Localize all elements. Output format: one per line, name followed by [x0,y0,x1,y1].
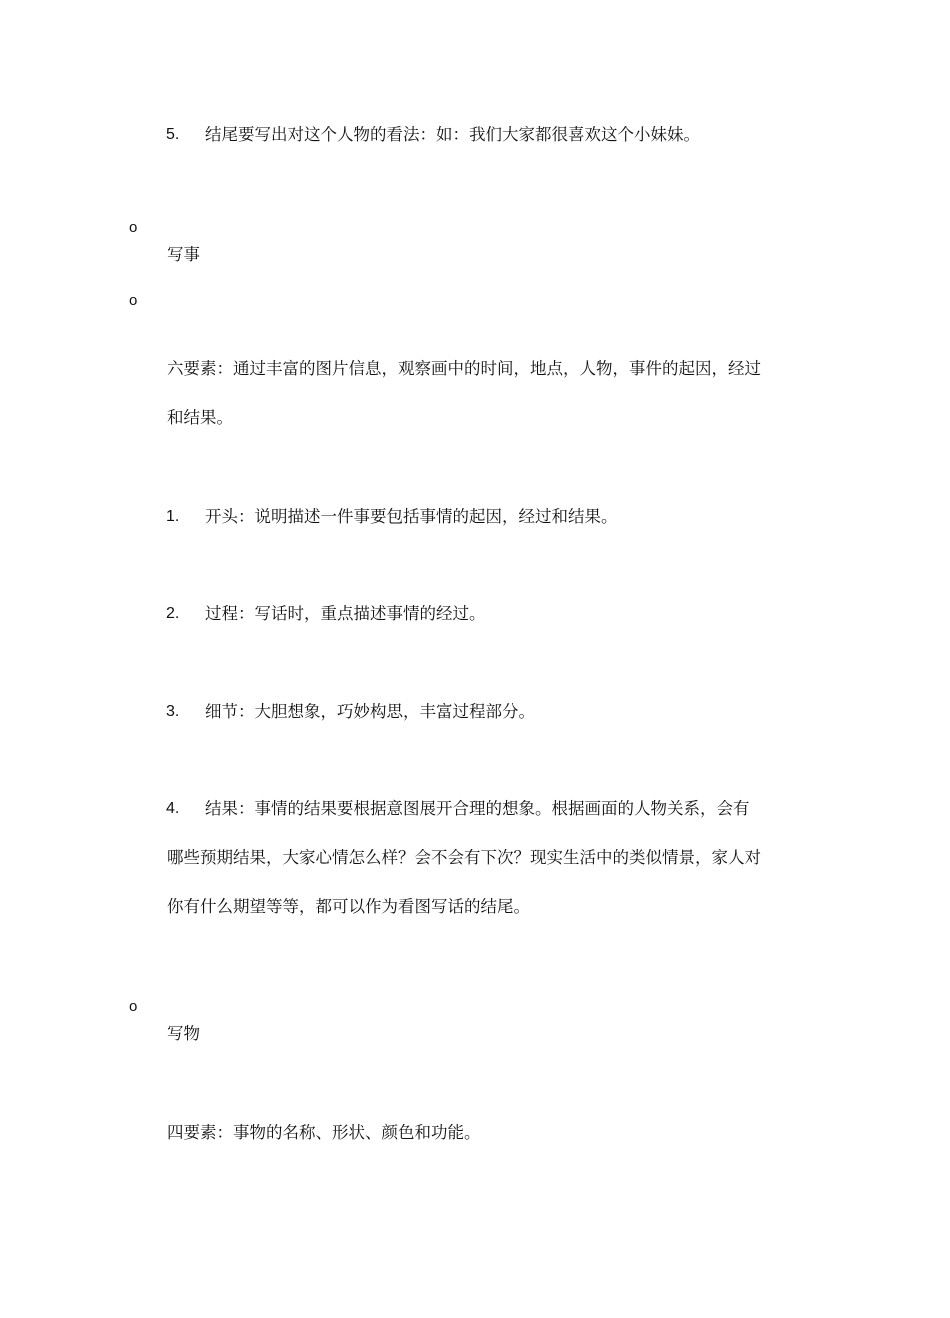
bullet-marker: o [129,292,138,309]
section-heading-object: 写物 [167,1024,200,1043]
six-elements-line-1: 六要素：通过丰富的图片信息，观察画中的时间，地点，人物，事件的起因，经过 [167,359,761,378]
item-3-text: 细节：大胆想象，巧妙构思，丰富过程部分。 [205,702,535,721]
item-4-text: 结果：事情的结果要根据意图展开合理的想象。根据画面的人物关系，会有 [205,799,750,818]
item-2-number: 2. [166,605,180,622]
six-elements-line-2: 和结果。 [167,408,233,427]
four-elements-text: 四要素：事物的名称、形状、颜色和功能。 [167,1123,481,1142]
item-5-number: 5. [166,126,180,143]
section-heading-event: 写事 [167,245,200,264]
item-4-text-line-2: 哪些预期结果，大家心情怎么样？会不会有下次？现实生活中的类似情景，家人对 [167,848,761,867]
bullet-marker: o [129,219,138,236]
item-1-text: 开头：说明描述一件事要包括事情的起因，经过和结果。 [205,507,618,526]
item-4-text-line-3: 你有什么期望等等，都可以作为看图写话的结尾。 [167,897,530,916]
item-3-number: 3. [166,703,180,720]
bullet-marker: o [129,998,138,1015]
item-5-text: 结尾要写出对这个人物的看法：如：我们大家都很喜欢这个小妹妹。 [205,125,700,144]
item-1-number: 1. [166,508,180,525]
item-4-number: 4. [166,800,180,817]
item-2-text: 过程：写话时，重点描述事情的经过。 [205,604,486,623]
